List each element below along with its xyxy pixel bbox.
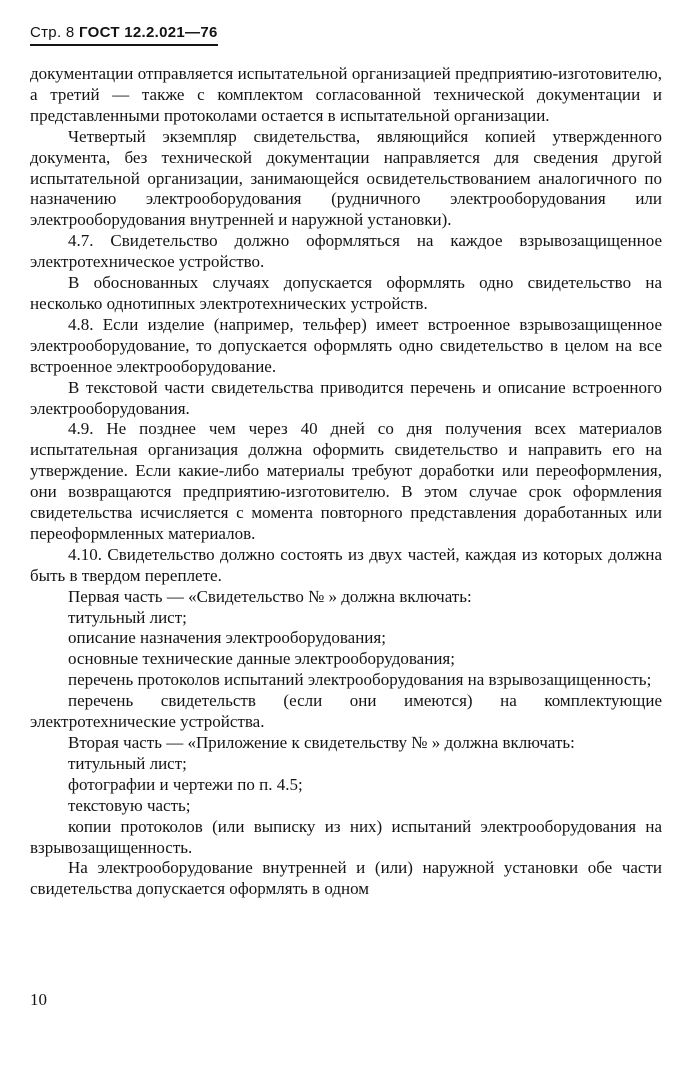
paragraph: В текстовой части свидетельства приводится перечень и описание встроенного электрооборудования. <box>30 377 662 418</box>
list-item: основные технические данные электрооборудования; <box>68 649 455 669</box>
body-text <box>30 64 662 900</box>
list-item: фотографии и чертежи по п. 4.5; <box>68 774 303 794</box>
clause-4-7: 4.7. Свидетельство должно оформляться на каждое взрывозащищенное электротехническое устройство. <box>30 231 662 272</box>
list-item: титульный лист; <box>68 607 187 627</box>
paragraph: Четвертый экземпляр свидетельства, являющийся копией утвержденного документа, без технической документации направляется для сведения другой испытательной организации, занимающейся освидетельствованием аналогичного по назначению электрооборудования (рудничного электрооборудования или электрооборудования внутренней и наружной установки). <box>30 126 662 230</box>
clause-4-8: 4.8. Если изделие (например, тельфер) имеет встроенное взрывозащищенное электрооборудование, то допускается оформлять одно свидетельство в целом на все встроенное электрооборудование. <box>30 314 662 376</box>
list-intro-part-two: Вторая часть — «Приложение к свидетельству № » должна включать: <box>68 733 575 752</box>
paragraph: документации отправляется испытательной организацией предприятию-изготовителю, а третий — также с комплектом согласованной технической документации и представленными протоколами остается в испытательной организации. <box>30 64 662 125</box>
paragraph: На электрооборудование внутренней и (или) наружной установки обе части свидетельства допускается оформлять в одном <box>30 858 662 899</box>
list-item: копии протоколов (или выписку из них) испытаний электрооборудования на взрывозащищенность. <box>30 816 662 857</box>
page-label: Стр. 8 <box>30 24 75 41</box>
list-item: перечень свидетельств (если они имеются) на комплектующие электротехнические устройства. <box>30 691 662 732</box>
list-item: перечень протоколов испытаний электрооборудования на взрывозащищенность; <box>68 670 652 690</box>
paragraph: В обоснованных случаях допускается оформлять одно свидетельство на несколько однотипных электротехнических устройств. <box>30 273 662 313</box>
running-header <box>30 24 218 46</box>
clause-4-10: 4.10. Свидетельство должно состоять из двух частей, каждая из которых должна быть в твердом переплете. <box>30 544 662 585</box>
list-item: текстовую часть; <box>68 795 191 815</box>
list-item: описание назначения электрооборудования; <box>68 628 386 648</box>
clause-4-9: 4.9. Не позднее чем через 40 дней со дня получения всех материалов испытательная организация должна оформить свидетельство и направить его на утверждение. Если какие-либо материалы требуют доработки или переоформления, они возвращаются предприятию-изготовителю. В этом случае срок оформления свидетельства исчисляется с момента повторного представления доработанных или переоформленных материалов. <box>30 419 662 543</box>
standard-number: ГОСТ 12.2.021—76 <box>79 24 218 41</box>
page-number: 10 <box>30 990 47 1009</box>
list-intro-part-one: Первая часть — «Свидетельство № » должна включать: <box>68 586 472 606</box>
list-item: титульный лист; <box>68 753 187 773</box>
